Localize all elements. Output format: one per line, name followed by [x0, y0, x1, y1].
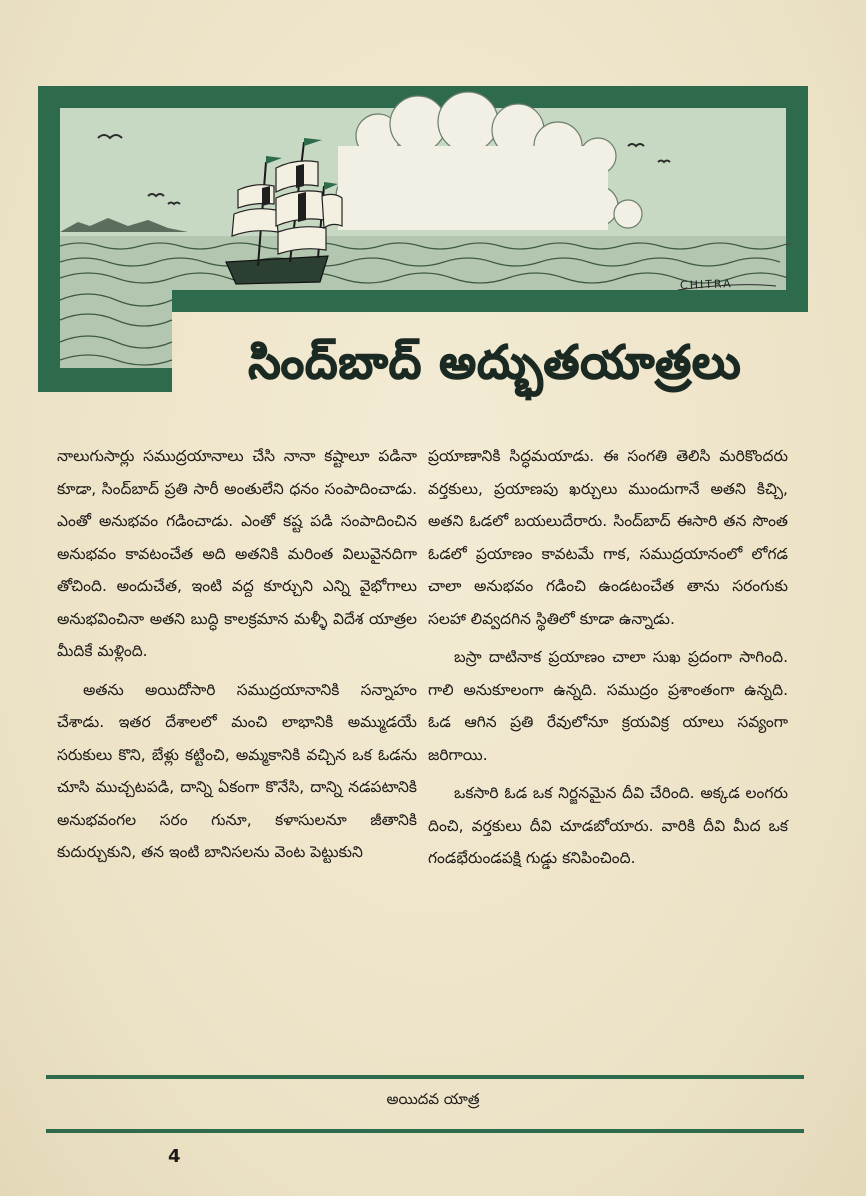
paragraph: ఒకసారి ఓడ ఒక నిర్జనమైన దీవి చేరింది. అక్కడ లంగరు దించి, వర్తకులు దీవి చూడబోయారు. వారికి దీవి మీద ఒక గండభేరుండపక్షి గుడ్డు కనిపించింది.: [428, 784, 788, 867]
artist-signature: CHITRA: [679, 277, 733, 292]
paragraph: ప్రయాణానికి సిద్ధమయాడు. ఈ సంగతి తెలిసి మరికొందరు వర్తకులు, ప్రయాణపు ఖర్చులు ముందుగానే అతని కిచ్చి, అతని ఓడలో బయలుదేరారు. సింద్‌బాద్ ఈసారి తన సొంత ఓడలో ప్రయాణం కావటమే గాక, సముద్రయానంలో లోగడ చాలా అనుభవం గడించి ఉండటంచేత తాను సరంగుకు సలహా లివ్వదగిన స్థితిలో కూడా ఉన్నాడు.: [428, 447, 788, 628]
paragraph: నాలుగుసార్లు సముద్రయానాలు చేసి నానా కష్టాలూ పడినా కూడా, సింద్‌బాద్ ప్రతి సారీ అంతులేని ధనం సంపాదించాడు. ఎంతో అనుభవం గడించాడు. ఎంతో కష్ట పడి సంపాదించిన అనుభవం కావటంచేత అది అతనికి మరింత విలువైనదిగా తోచింది. అందుచేత, ఇంటి వద్ద కూర్చుని ఎన్ని వైభోగాలు అనుభవించినా అతని బుద్ధి కాలక్రమాన మళ్ళీ విదేశ యాత్రల మీదికే మళ్లింది.: [57, 447, 417, 660]
footer-divider-bottom: [46, 1129, 804, 1133]
paragraph: బస్రా దాటినాక ప్రయాణం చాలా సుఖ ప్రదంగా సాగింది. గాలి అనుకూలంగా ఉన్నది. సముద్రం ప్రశాంతంగా ఉన్నది. ఓడ ఆగిన ప్రతి రేవులోనూ క్రయవిక్ర యాలు సవ్యంగా జరిగాయి.: [428, 648, 788, 764]
page-number: 4: [168, 1146, 181, 1167]
page-title: సింద్‌బాద్‌ అద్భుతయాత్రలు: [248, 335, 742, 389]
footer-divider-top: [46, 1075, 804, 1079]
paragraph: అతను అయిదోసారి సముద్రయానానికి సన్నాహం చేశాడు. ఇతర దేశాలలో మంచి లాభానికి అమ్ముడయే సరుకులు కొని, బేళ్లు కట్టించి, అమ్మకానికి వచ్చిన ఒక ఓడను చూసి ముచ్చటపడి, దాన్ని ఏకంగా కొనేసి, దాన్ని నడపటానికి అనుభవంగల సరం గునూ, కళాసులనూ జీతానికి కుదుర్చుకుని, తన ఇంటి బానిసలను వెంట పెట్టుకుని: [57, 680, 417, 861]
section-title: అయిదవ యాత్ర: [386, 1090, 480, 1108]
text-column-left: [57, 440, 417, 869]
text-column-right: [428, 440, 788, 875]
